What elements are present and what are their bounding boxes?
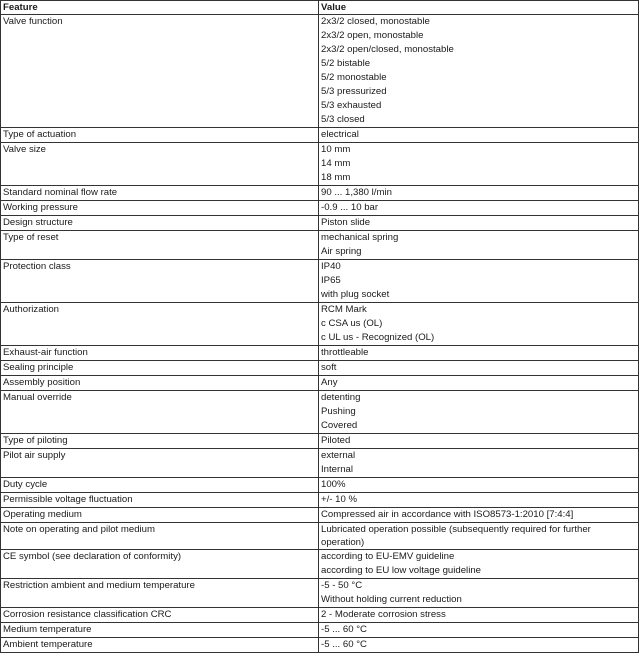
table-row (1, 143, 639, 186)
value-cell (319, 523, 639, 550)
value-cell (319, 376, 639, 391)
value-line: -5 - 50 °C (321, 580, 363, 591)
value-line: IP65 (321, 275, 341, 286)
value-line: according to EU low voltage guideline (321, 565, 481, 576)
table-row (1, 493, 639, 508)
value-column-header: Value (319, 1, 639, 15)
table-row (1, 638, 639, 653)
feature-cell: Manual override (1, 391, 319, 434)
value-cell (319, 638, 639, 653)
value-cell (319, 608, 639, 623)
feature-column-header: Feature (1, 1, 319, 15)
feature-cell: Medium temperature (1, 623, 319, 638)
value-line: -5 ... 60 °C (321, 639, 367, 650)
table-row (1, 449, 639, 478)
value-line: external (321, 450, 356, 461)
value-line: Any (321, 377, 338, 388)
value-line: 18 mm (321, 172, 351, 183)
value-line: 5/3 pressurized (321, 86, 387, 97)
value-line: 5/3 exhausted (321, 100, 382, 111)
table-row (1, 361, 639, 376)
table-row (1, 523, 639, 550)
value-line: 14 mm (321, 158, 351, 169)
value-line: Lubricated operation possible (subsequently required for further operation) (321, 524, 591, 548)
feature-cell: Type of piloting (1, 434, 319, 449)
value-cell (319, 449, 639, 478)
value-cell (319, 216, 639, 231)
feature-cell: Authorization (1, 303, 319, 346)
value-cell (319, 303, 639, 346)
value-cell (319, 260, 639, 303)
feature-cell: Protection class (1, 260, 319, 303)
value-line: Pushing (321, 406, 356, 417)
value-cell (319, 550, 639, 579)
value-line: Covered (321, 420, 358, 431)
value-line: -5 ... 60 °C (321, 624, 367, 635)
feature-cell: Standard nominal flow rate (1, 186, 319, 201)
table-row (1, 508, 639, 523)
table-row (1, 15, 639, 128)
value-line: Piloted (321, 435, 351, 446)
value-line: Compressed air in accordance with ISO8573-1:2010 [7:4:4] (321, 509, 574, 520)
feature-cell: Operating medium (1, 508, 319, 523)
value-cell (319, 508, 639, 523)
table-row (1, 550, 639, 579)
feature-cell: Note on operating and pilot medium (1, 523, 319, 550)
value-cell (319, 346, 639, 361)
feature-cell: Type of reset (1, 231, 319, 260)
value-line: 2x3/2 open, monostable (321, 30, 424, 41)
feature-cell: Valve size (1, 143, 319, 186)
value-line: 5/2 bistable (321, 58, 371, 69)
value-cell (319, 391, 639, 434)
value-line: Without holding current reduction (321, 594, 462, 605)
feature-cell: Type of actuation (1, 128, 319, 143)
value-cell (319, 579, 639, 608)
feature-cell: Valve function (1, 15, 319, 128)
feature-cell: Sealing principle (1, 361, 319, 376)
value-line: 100% (321, 479, 346, 490)
table-row (1, 128, 639, 143)
feature-cell: CE symbol (see declaration of conformity) (1, 550, 319, 579)
value-line: throttleable (321, 347, 369, 358)
feature-cell: Corrosion resistance classification CRC (1, 608, 319, 623)
table-body (1, 15, 639, 653)
table-row (1, 260, 639, 303)
feature-cell: Exhaust-air function (1, 346, 319, 361)
feature-cell: Working pressure (1, 201, 319, 216)
value-line: Piston slide (321, 217, 371, 228)
feature-cell: Pilot air supply (1, 449, 319, 478)
feature-cell: Permissible voltage fluctuation (1, 493, 319, 508)
value-line: mechanical spring (321, 232, 399, 243)
value-line: according to EU-EMV guideline (321, 551, 455, 562)
value-cell (319, 478, 639, 493)
table-row (1, 346, 639, 361)
table-row (1, 391, 639, 434)
value-line: +/- 10 % (321, 494, 357, 505)
value-line: detenting (321, 392, 361, 403)
table-row (1, 231, 639, 260)
value-line: 90 ... 1,380 l/min (321, 187, 392, 198)
value-line: 5/3 closed (321, 114, 365, 125)
table-row (1, 478, 639, 493)
value-line: Air spring (321, 246, 362, 257)
table-row (1, 608, 639, 623)
value-cell (319, 361, 639, 376)
table-row (1, 216, 639, 231)
value-line: electrical (321, 129, 359, 140)
feature-cell: Ambient temperature (1, 638, 319, 653)
value-line: 5/2 monostable (321, 72, 387, 83)
table-row (1, 623, 639, 638)
value-line: 2x3/2 closed, monostable (321, 16, 430, 27)
value-cell (319, 434, 639, 449)
value-cell (319, 143, 639, 186)
value-line: 10 mm (321, 144, 351, 155)
table-row (1, 186, 639, 201)
table-row (1, 376, 639, 391)
table-row (1, 303, 639, 346)
table-row (1, 434, 639, 449)
table-row (1, 201, 639, 216)
value-cell (319, 15, 639, 128)
value-line: 2 - Moderate corrosion stress (321, 609, 446, 620)
value-line: RCM Mark (321, 304, 367, 315)
table-row (1, 579, 639, 608)
feature-cell: Restriction ambient and medium temperature (1, 579, 319, 608)
value-cell (319, 201, 639, 216)
value-line: Internal (321, 464, 353, 475)
value-line: IP40 (321, 261, 341, 272)
value-line: 2x3/2 open/closed, monostable (321, 44, 454, 55)
value-cell (319, 623, 639, 638)
value-cell (319, 231, 639, 260)
value-line: with plug socket (321, 289, 390, 300)
feature-cell: Assembly position (1, 376, 319, 391)
value-cell (319, 493, 639, 508)
feature-cell: Duty cycle (1, 478, 319, 493)
value-cell (319, 128, 639, 143)
table-header-row (1, 1, 639, 15)
feature-cell: Design structure (1, 216, 319, 231)
value-line: soft (321, 362, 337, 373)
value-line: c UL us - Recognized (OL) (321, 332, 435, 343)
value-line: c CSA us (OL) (321, 318, 383, 329)
value-cell (319, 186, 639, 201)
value-line: -0.9 ... 10 bar (321, 202, 379, 213)
